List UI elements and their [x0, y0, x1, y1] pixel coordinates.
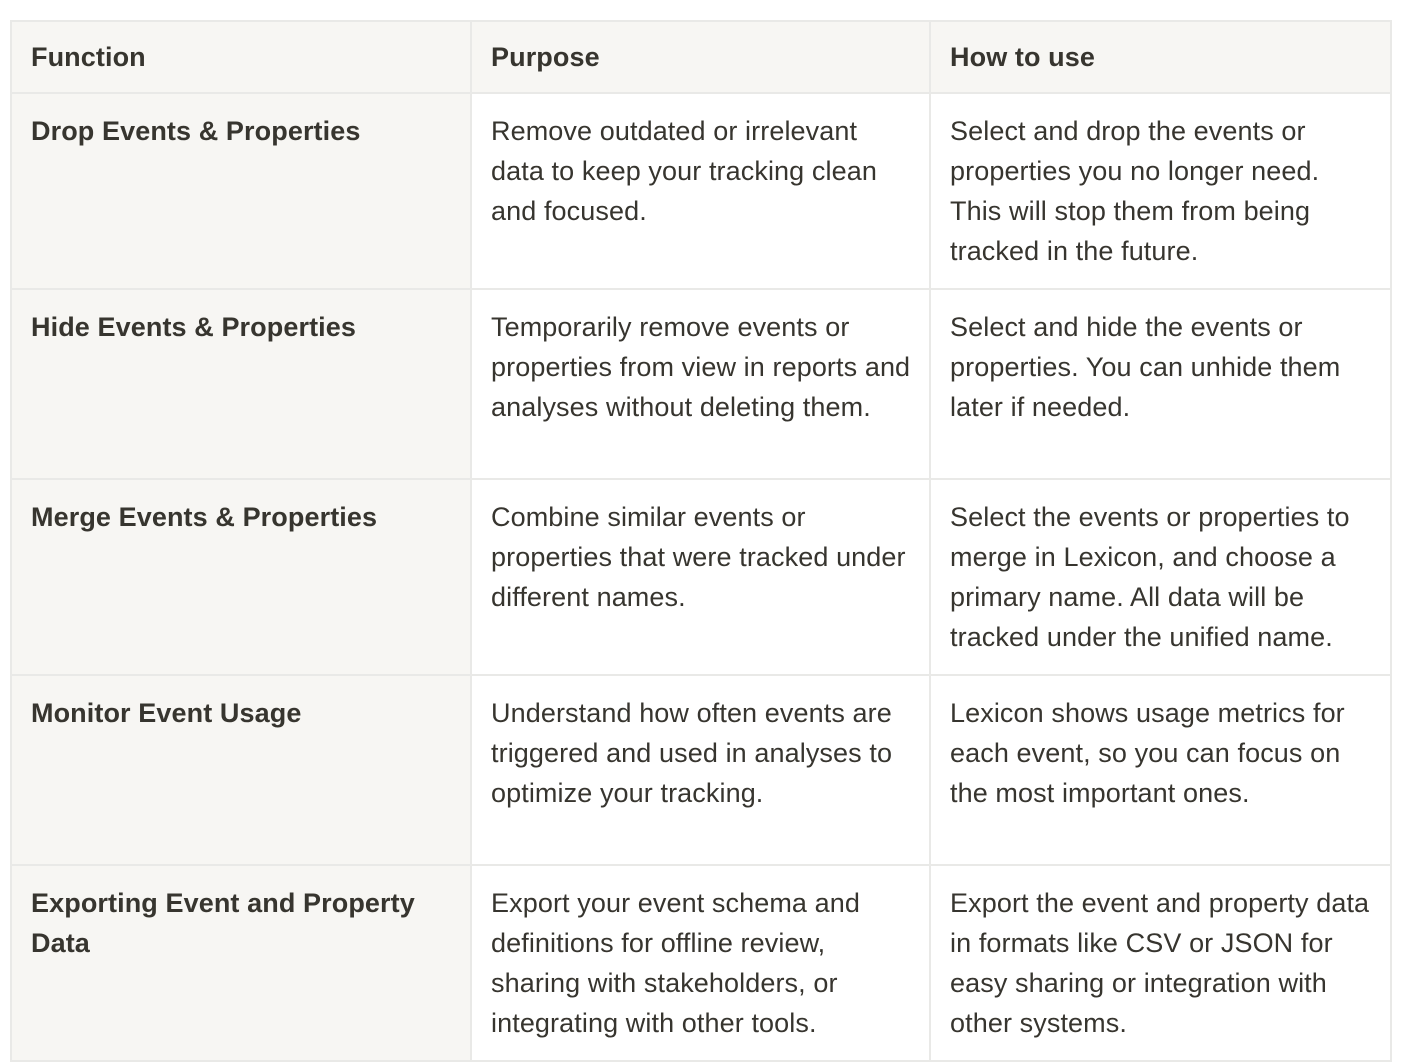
table-row: [11, 865, 1391, 1061]
how-to-use-cell: Export the event and property data in formats like CSV or JSON for easy sharing or integration with other systems.: [930, 865, 1391, 1061]
purpose-cell: Temporarily remove events or properties from view in reports and analyses without deleting them.: [471, 289, 930, 479]
how-to-use-cell: Select and drop the events or properties you no longer need. This will stop them from being tracked in the future.: [930, 93, 1391, 289]
functions-table-container: [10, 20, 1390, 1062]
how-to-use-cell: Lexicon shows usage metrics for each event, so you can focus on the most important ones.: [930, 675, 1391, 865]
table-row: [11, 93, 1391, 289]
table-row: [11, 479, 1391, 675]
function-cell: Hide Events & Properties: [11, 289, 471, 479]
purpose-cell: Understand how often events are triggered and used in analyses to optimize your tracking.: [471, 675, 930, 865]
how-to-use-cell: Select the events or properties to merge in Lexicon, and choose a primary name. All data will be tracked under the unified name.: [930, 479, 1391, 675]
table-row: [11, 675, 1391, 865]
table-body: [11, 93, 1391, 1061]
header-row: [11, 21, 1391, 93]
table-header: [11, 21, 1391, 93]
function-cell: Merge Events & Properties: [11, 479, 471, 675]
functions-table: [10, 20, 1392, 1062]
header-function: Function: [11, 21, 471, 93]
how-to-use-cell: Select and hide the events or properties. You can unhide them later if needed.: [930, 289, 1391, 479]
function-cell: Monitor Event Usage: [11, 675, 471, 865]
table-row: [11, 289, 1391, 479]
header-purpose: Purpose: [471, 21, 930, 93]
purpose-cell: Remove outdated or irrelevant data to keep your tracking clean and focused.: [471, 93, 930, 289]
function-cell: Drop Events & Properties: [11, 93, 471, 289]
purpose-cell: Export your event schema and definitions for offline review, sharing with stakeholders, or integrating with other tools.: [471, 865, 930, 1061]
function-cell: Exporting Event and Property Data: [11, 865, 471, 1061]
purpose-cell: Combine similar events or properties that were tracked under different names.: [471, 479, 930, 675]
header-how-to-use: How to use: [930, 21, 1391, 93]
